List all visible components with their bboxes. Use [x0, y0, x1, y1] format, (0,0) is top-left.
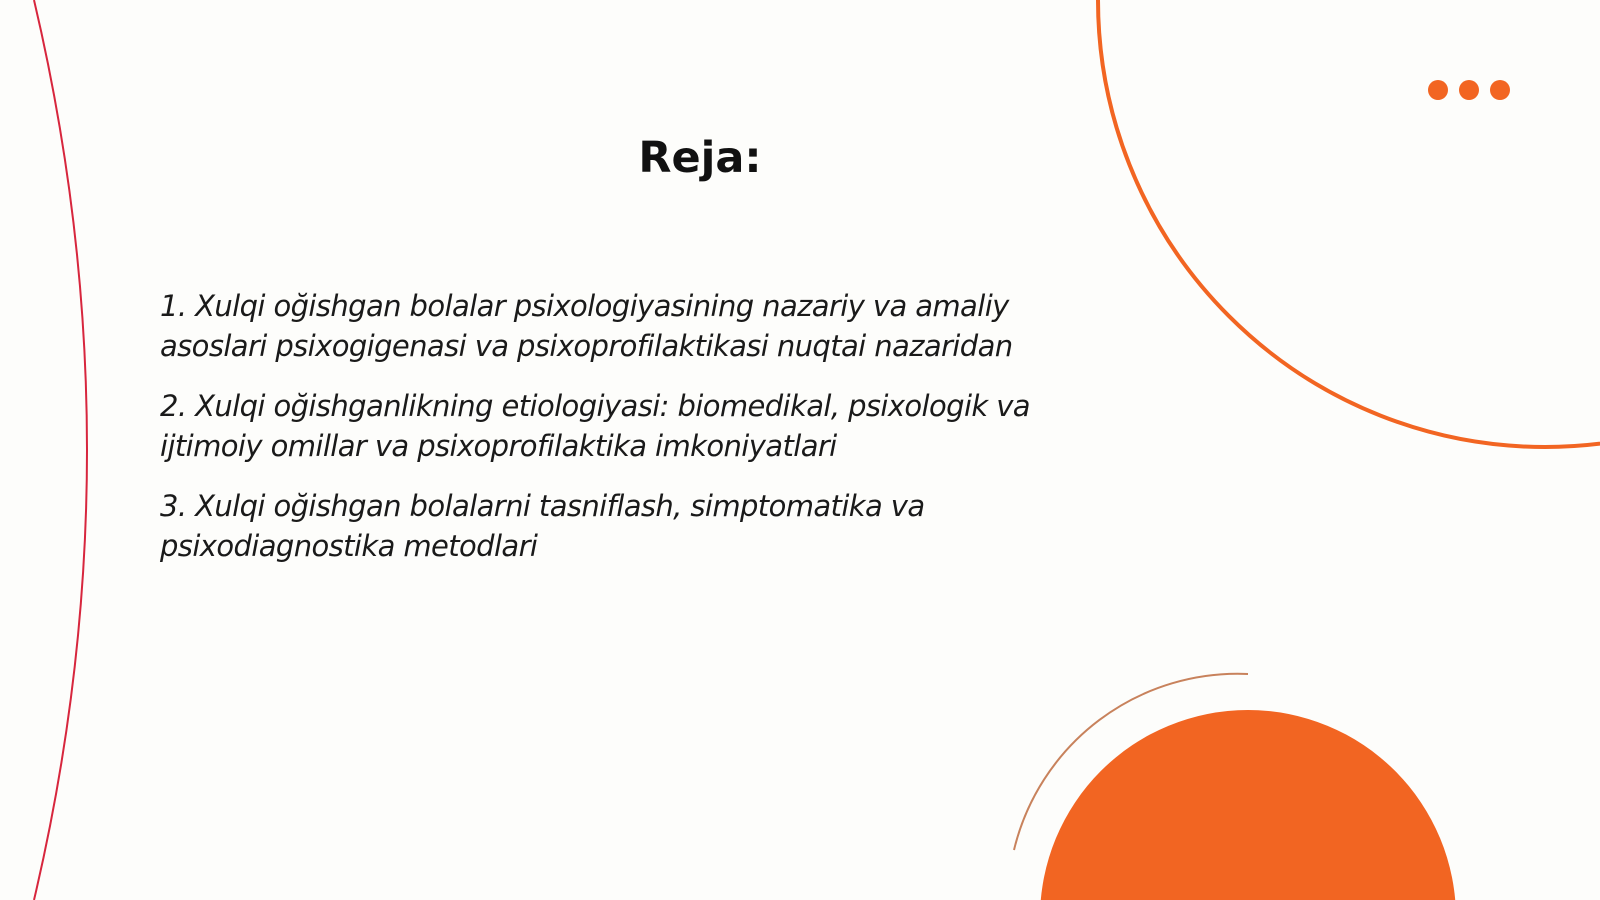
plan-list	[160, 286, 1110, 586]
list-item: 3. Xulqi oğishgan bolalarni tasniflash, simptomatika va psixodiagnostika metodlari	[160, 489, 925, 563]
bottom-orange-circle	[1040, 710, 1456, 900]
list-item: 1. Xulqi oğishgan bolalar psixologiyasining nazariy va amaliy asoslari psixogigenasi va psixoprofilaktikasi nuqtai nazaridan	[160, 289, 1013, 363]
list-item: 2. Xulqi oğishganlikning etiologiyasi: biomedikal, psixologik va ijtimoiy omillar va psixoprofilaktika imkoniyatlari	[160, 389, 1030, 463]
dot-3	[1490, 80, 1510, 100]
top-right-ring	[1098, 0, 1600, 447]
page-title: Reja:	[638, 133, 762, 183]
dot-1	[1428, 80, 1448, 100]
dot-2	[1459, 80, 1479, 100]
